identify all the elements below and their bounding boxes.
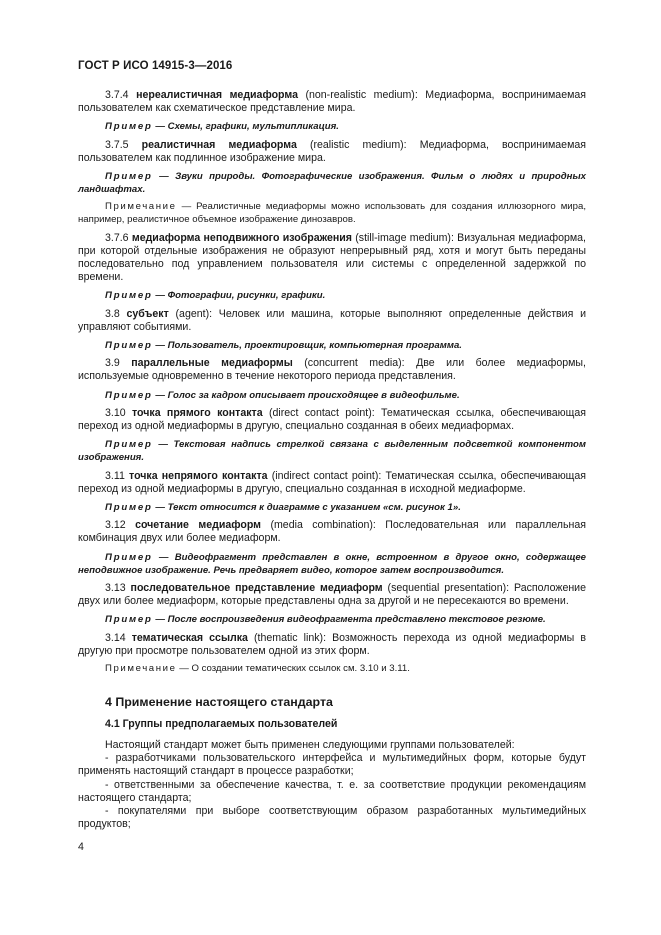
definition-3-9	[78, 357, 586, 383]
example-text: — Текстовая надпись стрелкой связана с выделенным подсветкой компонентом изображения.	[78, 439, 586, 464]
definition-3-11	[78, 470, 586, 496]
definition-text: (thematic link): Возможность перехода из одной медиаформы в другую при просмотре пользователем одной из этих форм.	[78, 631, 586, 657]
example-text: — Фотографии, рисунки, графики.	[155, 290, 326, 302]
definition-3-14	[78, 632, 586, 658]
clause-number: 3.7.5	[105, 138, 129, 151]
definition-3-12	[78, 519, 586, 545]
example-label: Пример	[105, 614, 153, 626]
definition-3-10	[78, 407, 586, 433]
term: нереалистичная медиаформа	[136, 89, 298, 101]
list-item: - ответственными за обеспечение качества, т. е. за соответствие продукции рекомендациям настоящего стандарта;	[78, 778, 586, 804]
example-text: — Схемы, графики, мультипликация.	[155, 121, 339, 133]
definition-3-7-5	[78, 139, 586, 165]
definition-text: (direct contact point): Тематическая ссылка, обеспечивающая переход из одной медиаформы в другую, специально созданная в обеих медиаформах.	[78, 406, 586, 433]
definition-text: (non-realistic medium): Медиаформа, воспринимаемая пользователем как схематическое представление мира.	[78, 89, 586, 115]
term: параллельные медиаформы	[131, 357, 293, 370]
clause-number: 3.8	[105, 307, 120, 320]
example-3-13	[78, 613, 586, 626]
clause-number: 3.13	[105, 582, 126, 595]
document-header: ГОСТ Р ИСО 14915-3—2016	[78, 60, 233, 72]
example-label: Пример	[105, 439, 153, 451]
note-label: Примечание	[105, 663, 177, 675]
example-text: — После воспроизведения видеофрагмента представлено текстовое резюме.	[155, 614, 546, 626]
term: точка прямого контакта	[131, 406, 263, 419]
example-label: Пример	[105, 290, 153, 302]
example-text: — Текст относится к диаграмме с указанием «см. рисунок 1».	[155, 502, 461, 514]
example-3-9	[78, 389, 586, 402]
example-3-12	[78, 551, 586, 577]
clause-number: 3.7.4	[105, 89, 129, 101]
example-text: — Видеофрагмент представлен в окне, встроенном в другое окно, содержащее неподвижное изображение. Речь предваряет видео, которое затем воспроизводится.	[78, 551, 586, 576]
term: реалистичная медиаформа	[141, 138, 297, 151]
example-label: Пример	[105, 340, 153, 352]
clause-number: 3.9	[105, 357, 120, 370]
clause-number: 3.10	[105, 406, 126, 419]
note-label: Примечание	[105, 201, 177, 213]
example-3-8	[78, 339, 586, 352]
note-3-7-5	[78, 201, 586, 226]
section-4-heading: 4 Применение настоящего стандарта	[105, 694, 333, 709]
definition-3-8	[78, 308, 586, 334]
term: тематическая ссылка	[131, 631, 248, 644]
definition-text: (still-image medium): Визуальная медиаформа, при которой отдельные изображения не образуют непрерывный ряд, хотя и могут быть переданы последовательно под управлением пользователя или системы с определенной задержкой по времени.	[78, 231, 586, 284]
example-label: Пример	[105, 121, 153, 133]
term: сочетание медиаформ	[135, 519, 262, 532]
term: точка непрямого контакта	[129, 469, 268, 482]
section-4-1-intro: Настоящий стандарт может быть применен следующими группами пользователей:	[105, 738, 515, 751]
clause-number: 3.14	[105, 631, 126, 644]
term: субъект	[126, 307, 169, 320]
term: медиаформа неподвижного изображения	[131, 231, 352, 244]
example-3-7-5	[78, 170, 586, 196]
term: последовательное представление медиаформ	[130, 582, 383, 595]
clause-number: 3.7.6	[105, 231, 129, 244]
example-3-10	[78, 438, 586, 464]
example-label: Пример	[105, 551, 153, 563]
page-number: 4	[78, 841, 84, 853]
example-text: — Голос за кадром описывает происходящее в видеофильме.	[155, 389, 460, 401]
definition-text: (sequential presentation): Расположение двух или более медиаформ, которые представлены одна за другой и не пересекаются во времени.	[78, 582, 586, 608]
definition-text: (concurrent media): Две или более медиаформы, используемые одновременно в течение некоторого периода представления.	[78, 357, 586, 383]
example-3-7-6	[78, 289, 586, 302]
document-body	[78, 89, 586, 831]
definition-3-7-6	[78, 232, 586, 285]
example-label: Пример	[105, 389, 153, 401]
example-text: — Пользователь, проектировщик, компьютерная программа.	[155, 340, 462, 352]
note-text: — О создании тематических ссылок см. 3.10 и 3.11.	[179, 663, 410, 675]
example-label: Пример	[105, 171, 153, 183]
clause-number: 3.12	[105, 519, 126, 532]
clause-number: 3.11	[105, 469, 125, 482]
definition-text: (realistic medium): Медиаформа, воспринимаемая пользователем как подлинное изображение мира.	[78, 138, 586, 164]
section-4-1-heading: 4.1 Группы предполагаемых пользователей	[105, 717, 338, 730]
note-3-14	[78, 663, 586, 676]
definition-text: (indirect contact point): Тематическая ссылка, обеспечивающая переход из одной медиаформы в другую, специально созданная в исходной медиаформе.	[78, 469, 586, 495]
example-label: Пример	[105, 502, 153, 514]
definition-3-7-4	[78, 89, 586, 115]
example-text: — Звуки природы. Фотографические изображения. Фильм о людях и природных ландшафтах.	[78, 171, 587, 196]
example-3-7-4	[78, 120, 586, 133]
definition-text: (media combination): Последовательная или параллельная комбинация двух или более медиаформ.	[78, 519, 586, 545]
list-item: - покупателями при выборе соответствующим образом разработанных мультимедийных продуктов;	[78, 804, 586, 831]
definition-3-13	[78, 582, 586, 608]
definition-text: (agent): Человек или машина, которые выполняют определенные действия и управляют событиями.	[78, 307, 586, 333]
note-text: — Реалистичные медиаформы можно использовать для создания иллюзорного мира, например, реалистичное объемное изображение динозавров.	[78, 201, 586, 226]
list-item: - разработчиками пользовательского интерфейса и мультимедийных форм, которые будут применять настоящий стандарт в процессе разработки;	[78, 752, 586, 778]
example-3-11	[78, 501, 586, 514]
